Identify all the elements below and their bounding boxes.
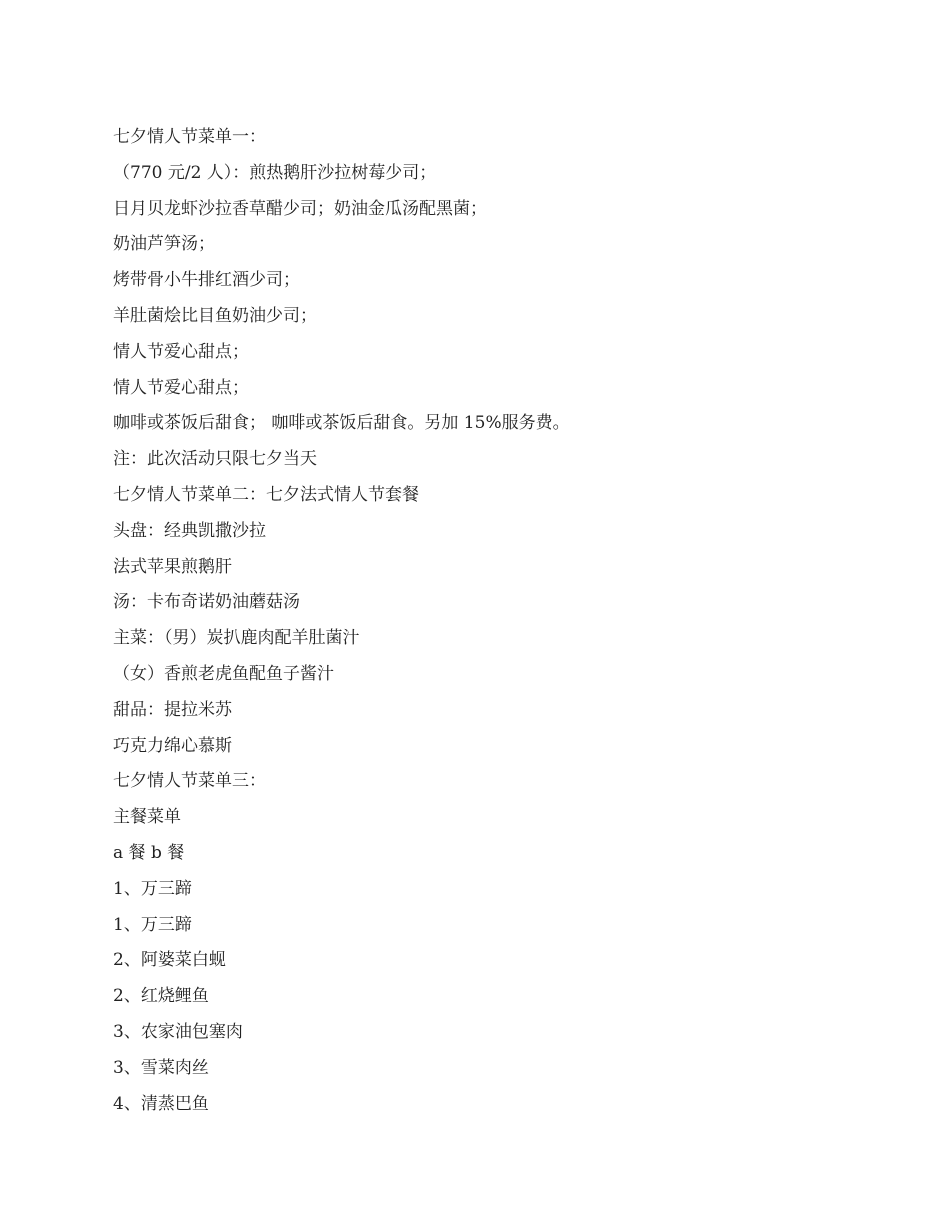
- list-item: 1、万三蹄: [113, 878, 192, 899]
- menu-one-price-line: （770 元/2 人）：煎热鹅肝沙拉树莓少司；: [113, 162, 437, 183]
- text-line: 巧克力绵心慕斯: [113, 735, 232, 756]
- menu-three-heading: 七夕情人节菜单三：: [113, 771, 266, 792]
- text-line: 日月贝龙虾沙拉香草醋少司；奶油金瓜汤配黑菌；: [113, 198, 487, 219]
- menu-one-heading: 七夕情人节菜单一：: [113, 127, 266, 147]
- text-line: 情人节爱心甜点；: [113, 341, 249, 362]
- list-item: 2、红烧鲤鱼: [113, 986, 209, 1007]
- text-line: 情人节爱心甜点；: [113, 377, 249, 398]
- list-item: 4、清蒸巴鱼: [113, 1093, 209, 1114]
- text-line: （女）香煎老虎鱼配鱼子酱汁: [113, 663, 334, 684]
- document-body: [113, 120, 873, 1122]
- list-item: 3、农家油包塞肉: [113, 1021, 243, 1042]
- text-line: 汤：卡布奇诺奶油蘑菇汤: [113, 592, 300, 613]
- menu-two-heading: 七夕情人节菜单二：七夕法式情人节套餐: [113, 484, 419, 505]
- text-line: 羊肚菌烩比目鱼奶油少司；: [113, 305, 317, 326]
- text-line: a 餐 b 餐: [113, 842, 185, 863]
- text-line: 奶油芦笋汤；: [113, 234, 215, 255]
- text-line: 头盘：经典凯撒沙拉: [113, 520, 266, 541]
- text-line: 主菜：（男）炭扒鹿肉配羊肚菌汁: [113, 628, 360, 649]
- list-item: 1、万三蹄: [113, 914, 192, 935]
- text-line: 甜品：提拉米苏: [113, 699, 232, 720]
- text-line: 法式苹果煎鹅肝: [113, 556, 232, 577]
- list-item: 3、雪菜肉丝: [113, 1057, 209, 1078]
- list-item: 2、阿婆菜白蚬: [113, 950, 226, 971]
- text-line: 烤带骨小牛排红酒少司；: [113, 270, 300, 291]
- text-line: 咖啡或茶饭后甜食； 咖啡或茶饭后甜食。另加 15%服务费。: [113, 413, 570, 434]
- note-line: 注：此次活动只限七夕当天: [113, 449, 317, 470]
- text-line: 主餐菜单: [113, 807, 181, 828]
